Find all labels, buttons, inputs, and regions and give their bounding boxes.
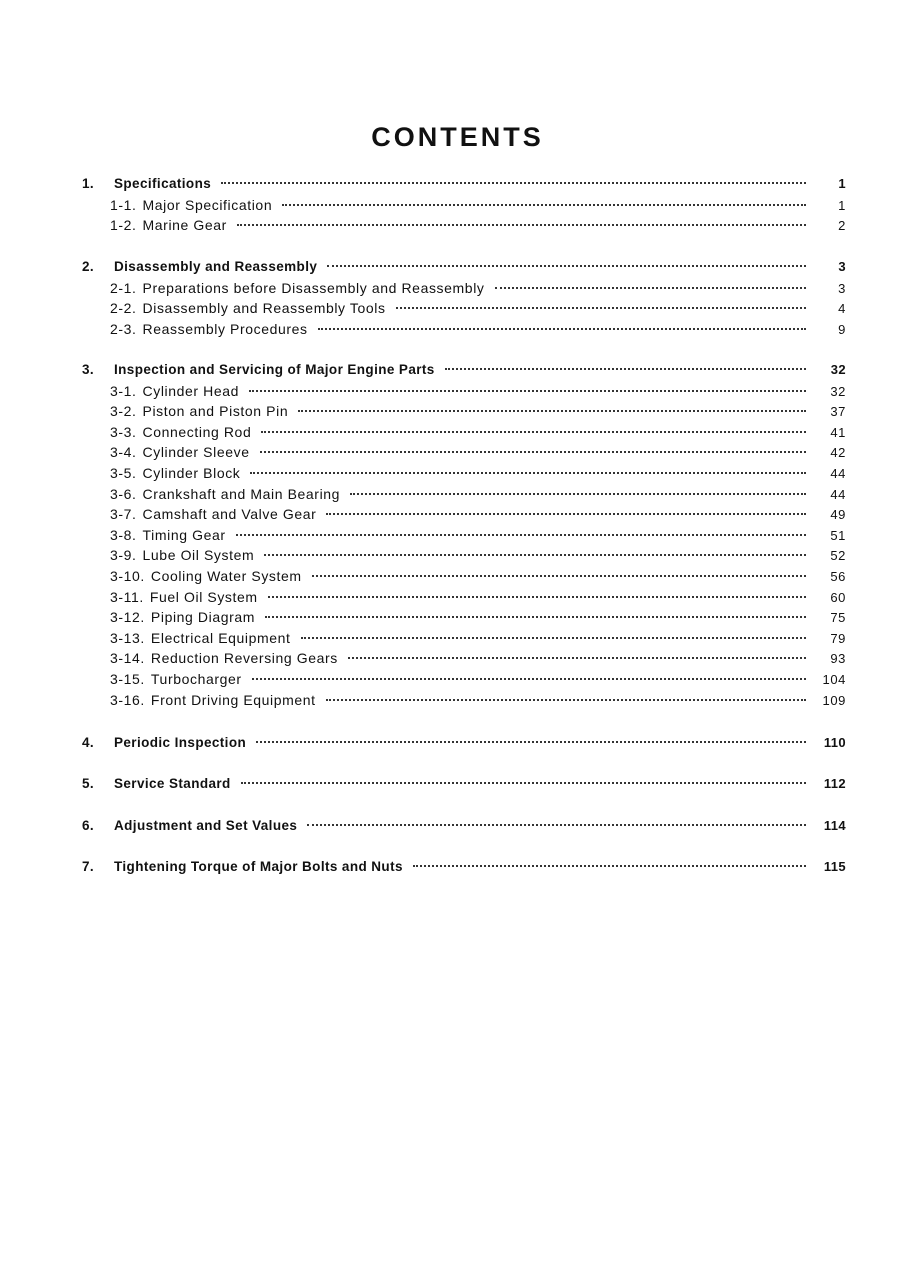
- subsection-title: Fuel Oil System: [149, 588, 258, 605]
- dot-leader: [252, 678, 806, 680]
- subsection-title: Piping Diagram: [150, 609, 256, 626]
- subsection-page-number: 52: [830, 548, 846, 564]
- subsection-number: 1-2.: [110, 217, 137, 234]
- subsection-title: Reduction Reversing Gears: [150, 650, 338, 667]
- section-number: 7.: [82, 859, 95, 874]
- subsection-title: Marine Gear: [142, 217, 227, 234]
- dot-leader: [348, 657, 806, 659]
- dot-leader: [327, 265, 806, 267]
- toc-subsection: [110, 630, 846, 650]
- toc-subsection: [110, 568, 846, 588]
- toc-subsection: [110, 197, 846, 217]
- subsection-title: Disassembly and Reassembly Tools: [142, 300, 386, 317]
- section-title: Periodic Inspection: [114, 735, 247, 750]
- subsection-page-number: 44: [830, 466, 846, 481]
- subsection-page-number: 60: [830, 589, 846, 605]
- toc-subsection: [110, 506, 846, 526]
- subsection-title: Connecting Rod: [142, 423, 252, 440]
- section-number: 4.: [82, 735, 95, 750]
- subsection-number: 3-15.: [110, 671, 145, 687]
- dot-leader: [249, 390, 806, 392]
- subsection-page-number: 56: [830, 569, 846, 584]
- dot-leader: [350, 493, 806, 495]
- section-title: Tightening Torque of Major Bolts and Nuts: [114, 859, 403, 874]
- dot-leader: [326, 513, 806, 515]
- subsection-title: Lube Oil System: [142, 547, 255, 564]
- toc-subsection: [110, 424, 846, 444]
- section-page-number: 112: [823, 776, 846, 791]
- dot-leader: [298, 410, 806, 412]
- toc-subsection: [110, 383, 846, 403]
- section-page-number: 3: [838, 259, 846, 274]
- subsection-title: Reassembly Procedures: [142, 320, 308, 337]
- subsection-number: 3-13.: [110, 629, 145, 646]
- section-page-number: 110: [823, 735, 846, 750]
- dot-leader: [282, 204, 806, 206]
- dot-leader: [265, 616, 806, 618]
- subsection-title: Timing Gear: [142, 526, 226, 543]
- subsection-number: 3-2.: [110, 403, 137, 420]
- subsection-number: 3-4.: [110, 444, 137, 461]
- subsection-number: 3-12.: [110, 609, 145, 626]
- subsection-page-number: 93: [830, 651, 846, 667]
- subsection-page-number: 109: [822, 692, 846, 708]
- section-title: Adjustment and Set Values: [114, 818, 298, 833]
- subsection-number: 1-1.: [110, 196, 137, 213]
- toc-subsection: [110, 671, 846, 691]
- subsection-title: Electrical Equipment: [150, 629, 291, 646]
- subsection-number: 2-2.: [110, 300, 137, 317]
- subsection-number: 3-16.: [110, 691, 145, 708]
- toc-section: [82, 776, 846, 796]
- subsection-page-number: 2: [838, 218, 846, 234]
- toc-subsection: [110, 527, 846, 547]
- dot-leader: [326, 699, 806, 701]
- section-number: 6.: [82, 818, 95, 833]
- toc-subsection: [110, 280, 846, 300]
- toc-section: [82, 818, 846, 838]
- dot-leader: [221, 182, 806, 184]
- toc-section: [82, 735, 846, 755]
- dot-leader: [261, 431, 806, 433]
- subsection-title: Crankshaft and Main Bearing: [142, 485, 341, 502]
- dot-leader: [318, 328, 806, 330]
- subsection-page-number: 9: [838, 321, 846, 337]
- subsection-title: Turbocharger: [150, 671, 242, 687]
- subsection-title: Major Specification: [142, 196, 273, 213]
- subsection-page-number: 3: [838, 280, 846, 296]
- subsection-title: Preparations before Disassembly and Reassembly: [142, 279, 485, 296]
- dot-leader: [307, 824, 806, 826]
- subsection-page-number: 42: [830, 445, 846, 461]
- subsection-number: 3-6.: [110, 485, 137, 502]
- dot-leader: [301, 637, 806, 639]
- subsection-page-number: 51: [830, 527, 846, 543]
- subsection-title: Piston and Piston Pin: [142, 403, 289, 420]
- subsection-number: 3-5.: [110, 465, 137, 481]
- subsection-page-number: 1: [838, 197, 846, 213]
- toc-subsection: [110, 486, 846, 506]
- page-title: CONTENTS: [371, 122, 544, 152]
- subsection-number: 3-8.: [110, 526, 137, 543]
- dot-leader: [264, 554, 806, 556]
- subsection-number: 3-14.: [110, 650, 145, 667]
- dot-leader: [260, 451, 806, 453]
- subsection-page-number: 37: [830, 404, 846, 420]
- section-title: Disassembly and Reassembly: [114, 259, 318, 274]
- section-page-number: 115: [823, 859, 846, 874]
- toc-section: [82, 176, 846, 196]
- dot-leader: [250, 472, 806, 474]
- subsection-page-number: 79: [830, 630, 846, 646]
- dot-leader: [413, 865, 806, 867]
- subsection-page-number: 4: [838, 301, 846, 317]
- section-page-number: 114: [823, 818, 846, 833]
- dot-leader: [396, 307, 806, 309]
- dot-leader: [495, 287, 806, 289]
- toc-subsection: [110, 547, 846, 567]
- toc-section: [82, 859, 846, 879]
- subsection-page-number: 49: [830, 507, 846, 523]
- section-number: 3.: [82, 362, 95, 377]
- subsection-number: 3-3.: [110, 423, 137, 440]
- toc-subsection: [110, 444, 846, 464]
- subsection-title: Front Driving Equipment: [150, 691, 316, 708]
- dot-leader: [236, 534, 806, 536]
- dot-leader: [312, 575, 806, 577]
- toc-section: [82, 362, 846, 382]
- dot-leader: [237, 224, 806, 226]
- subsection-number: 2-3.: [110, 320, 137, 337]
- subsection-number: 3-11.: [110, 588, 144, 605]
- dot-leader: [445, 368, 806, 370]
- subsection-page-number: 44: [830, 486, 846, 502]
- section-number: 5.: [82, 776, 95, 791]
- toc-subsection: [110, 589, 846, 609]
- subsection-title: Cylinder Sleeve: [142, 444, 250, 461]
- toc-section: [82, 259, 846, 279]
- section-title: Service Standard: [114, 776, 231, 791]
- subsection-number: 3-7.: [110, 506, 137, 523]
- section-page-number: 1: [838, 176, 846, 191]
- toc-subsection: [110, 300, 846, 320]
- section-number: 2.: [82, 259, 95, 274]
- section-title: Specifications: [114, 176, 212, 191]
- subsection-title: Cooling Water System: [150, 568, 302, 584]
- toc-subsection: [110, 321, 846, 341]
- subsection-title: Cylinder Block: [142, 465, 241, 481]
- subsection-title: Camshaft and Valve Gear: [142, 506, 317, 523]
- dot-leader: [268, 596, 806, 598]
- subsection-number: 3-9.: [110, 547, 137, 564]
- dot-leader: [256, 741, 806, 743]
- subsection-page-number: 41: [830, 424, 846, 440]
- subsection-number: 3-1.: [110, 382, 137, 399]
- toc-subsection: [110, 609, 846, 629]
- toc-subsection: [110, 217, 846, 237]
- toc-subsection: [110, 403, 846, 423]
- subsection-page-number: 32: [830, 383, 846, 399]
- subsection-page-number: 104: [822, 672, 846, 687]
- section-page-number: 32: [830, 362, 846, 377]
- toc-subsection: [110, 650, 846, 670]
- section-title: Inspection and Servicing of Major Engine Parts: [114, 362, 435, 377]
- toc-subsection: [110, 465, 846, 485]
- subsection-title: Cylinder Head: [142, 382, 240, 399]
- toc-subsection: [110, 692, 846, 712]
- dot-leader: [241, 782, 806, 784]
- subsection-number: 2-1.: [110, 279, 137, 296]
- subsection-page-number: 75: [830, 610, 846, 626]
- section-number: 1.: [82, 176, 95, 191]
- subsection-number: 3-10.: [110, 568, 145, 584]
